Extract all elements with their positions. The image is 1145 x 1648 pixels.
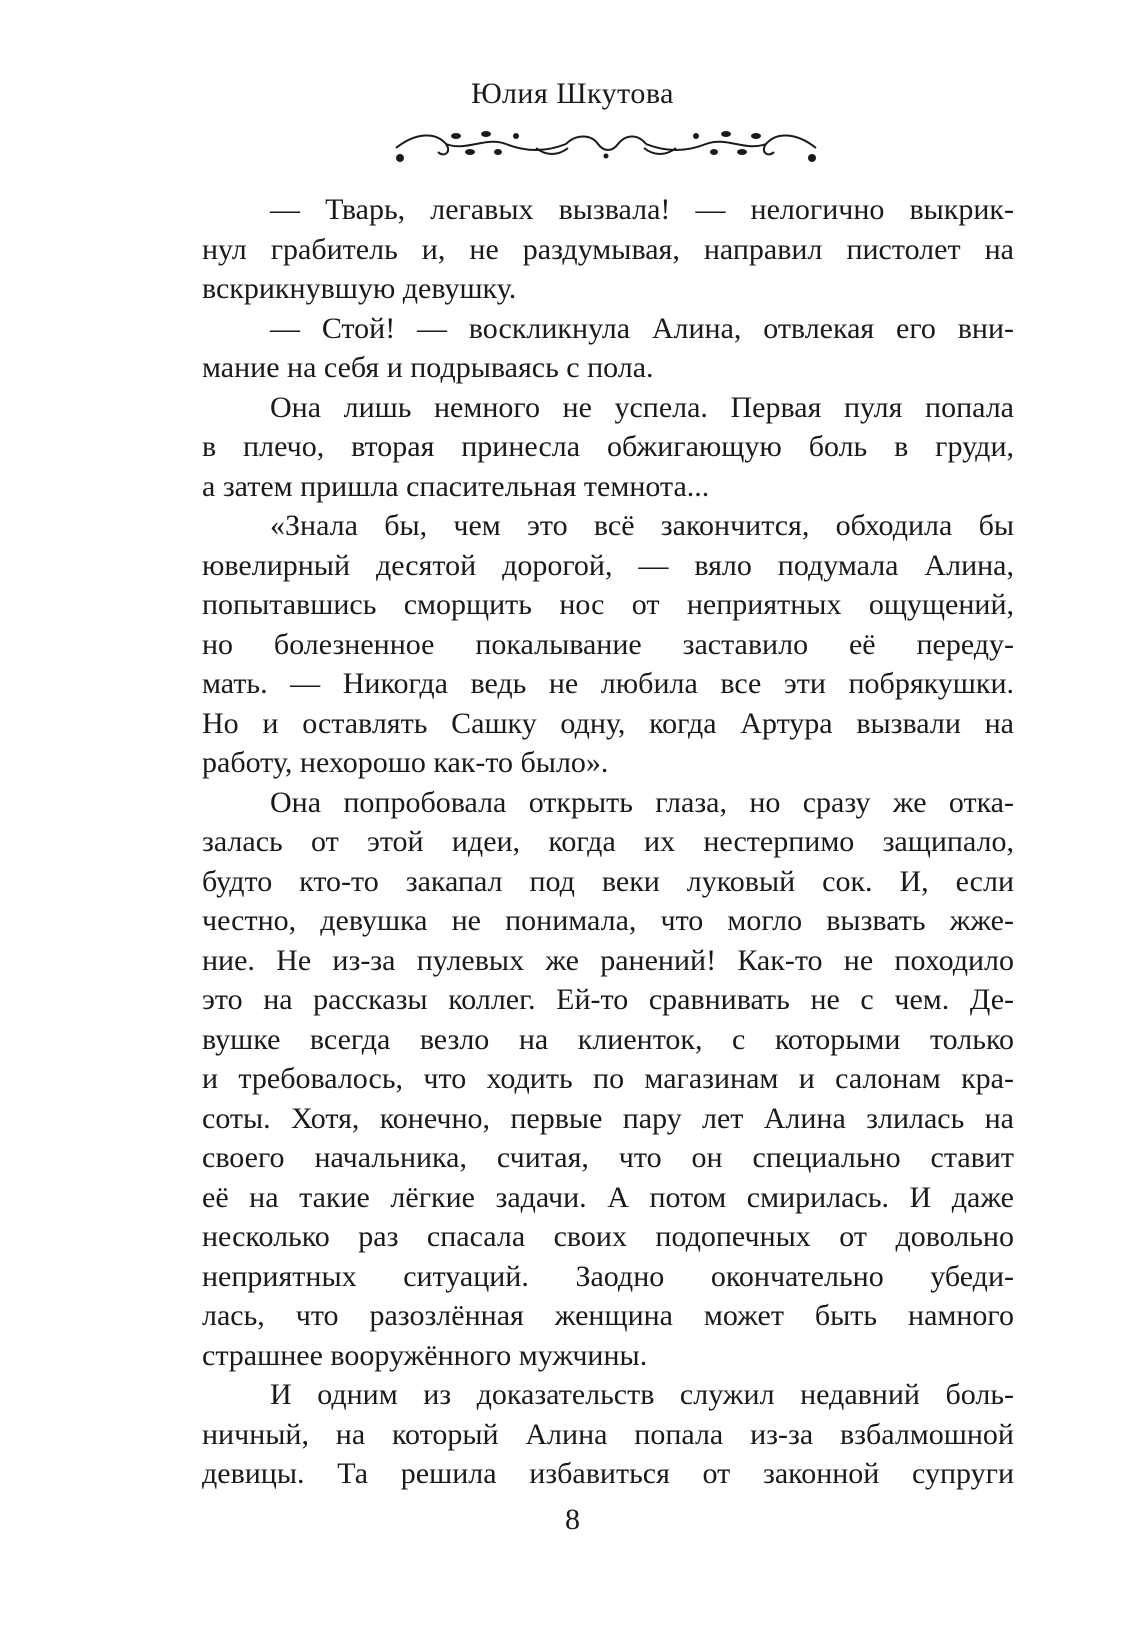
text-line: ничный, на который Алина попала из-за взбалмошной	[202, 1417, 1014, 1451]
text-line: и требовалось, что ходить по магазинам и салонам кра-	[202, 1062, 1014, 1095]
body-text	[202, 190, 1014, 1494]
text-line: залась от этой идеи, когда их нестерпимо защипало,	[202, 825, 1014, 858]
text-line: ние. Не из-за пулевых же ранений! Как-то не походило	[202, 943, 1014, 977]
running-head-author: Юлия Шкутова	[471, 77, 674, 110]
text-line: нул грабитель и, не раздумывая, направил пистолет на	[202, 232, 1014, 266]
text-line: лась, что разозлённая женщина может быть намного	[202, 1299, 1014, 1332]
text-line: — Стой! — воскликнула Алина, отвлекая его вни-	[270, 311, 1014, 345]
text-line: страшнее вооружённого мужчины.	[202, 1338, 648, 1372]
text-line: — Тварь, легавых вызвала! — нелогично выкрик-	[270, 193, 1014, 226]
text-line: девицы. Та решила избавиться от законной супруги	[202, 1457, 1014, 1490]
text-line: Она лишь немного не успела. Первая пуля попала	[270, 390, 1014, 424]
text-line: вушке всегда везло на клиенток, с которыми только	[202, 1022, 1014, 1056]
text-line: неприятных ситуаций. Заодно окончательно убеди-	[202, 1259, 1014, 1293]
text-line: ювелирный десятой дорогой, — вяло подумала Алина,	[202, 548, 1014, 582]
text-line: мать. — Никогда ведь не любила все эти побрякушки.	[202, 667, 1014, 700]
text-line: её на такие лёгкие задачи. А потом смирилась. И даже	[202, 1180, 1014, 1214]
page-number: 8	[565, 1503, 580, 1536]
text-line: «Знала бы, чем это всё закончится, обходила бы	[270, 509, 1014, 542]
text-line: честно, девушка не понимала, что могло вызвать жже-	[202, 904, 1014, 937]
text-line: Но и оставлять Сашку одну, когда Артура вызвали на	[202, 706, 1014, 740]
text-line: работу, нехорошо как-то было».	[202, 746, 609, 779]
text-line: мание на себя и подрываясь с пола.	[202, 351, 654, 384]
text-line: будто кто-то закапал под веки луковый сок. И, если	[202, 864, 1014, 898]
text-line: но болезненное покалывание заставило её переду-	[202, 627, 1014, 661]
text-line: а затем пришла спасительная темнота...	[202, 469, 710, 503]
text-line: попытавшись сморщить нос от неприятных ощущений,	[202, 588, 1014, 621]
text-line: своего начальника, считая, что он специально ставит	[202, 1141, 1014, 1174]
text-line: И одним из доказательств служил недавний боль-	[270, 1378, 1014, 1411]
text-line: в плечо, вторая принесла обжигающую боль в груди,	[202, 430, 1014, 463]
text-line: это на рассказы коллег. Ей-то сравнивать не с чем. Де-	[202, 983, 1014, 1016]
text-line: Она попробовала открыть глаза, но сразу же отка-	[270, 785, 1014, 819]
text-line: соты. Хотя, конечно, первые пару лет Алина злилась на	[202, 1101, 1014, 1135]
text-line: вскрикнувшую девушку.	[202, 272, 517, 305]
text-line: несколько раз спасала своих подопечных от довольно	[202, 1220, 1014, 1253]
ornament-divider-icon	[386, 122, 826, 172]
